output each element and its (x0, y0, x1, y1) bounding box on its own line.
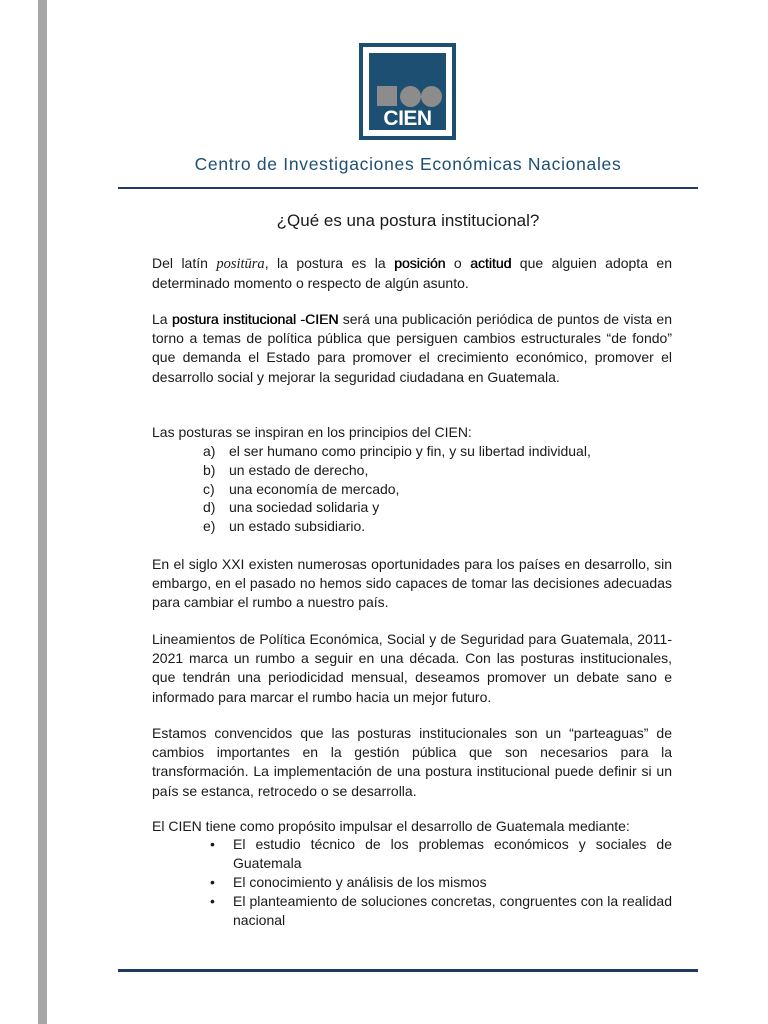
list-marker: a) (203, 443, 216, 459)
body-paragraph: Lineamientos de Política Económica, Social y de Seguridad para Guatemala, 2011-2021 marca un rumbo a seguir en una década. Con las posturas institucionales, que tendrán una periodicidad mensual, deseamos promover un debate sano e informado para marcar el rumbo hacia un mejor futuro. (152, 631, 672, 705)
text-run: La (152, 311, 172, 327)
purpose-list (210, 835, 672, 930)
footer-divider (118, 969, 698, 972)
principles-intro: Las posturas se inspiran en los principios del CIEN: (152, 424, 472, 440)
bullet-icon: • (210, 836, 215, 852)
cien-logo (359, 43, 456, 140)
header-divider (118, 187, 698, 189)
list-item-text: una economía de mercado, (229, 480, 400, 497)
list-item-text: una sociedad solidaria y (229, 499, 380, 516)
list-item-text: El planteamiento de soluciones concretas, congruentes con la realidad nacional (233, 893, 672, 928)
body-paragraph: En el siglo XXI existen numerosas oportunidades para los países en desarrollo, sin embargo, en el pasado no hemos sido capaces de tomar las decisiones adecuadas para cambiar el rumbo a nuestro país. (152, 556, 672, 611)
list-item (203, 498, 591, 517)
text-run: o (445, 255, 471, 271)
keyword: postura institucional -CIEN (171, 311, 339, 327)
principles-list (203, 442, 591, 536)
bullet-icon: • (210, 893, 215, 909)
list-marker: e) (203, 518, 216, 535)
body-paragraph: Estamos convencidos que las posturas institucionales son un “parteaguas” de cambios importantes en la gestión pública que son necesarios para la transformación. La implementación de una postura institucional puede definir si un país se estanca, retrocedo o se desarrolla. (152, 725, 672, 799)
list-item (203, 480, 591, 499)
organization-name: Centro de Investigaciones Económicas Nacionales (194, 154, 622, 174)
purpose-intro: El CIEN tiene como propósito impulsar el desarrollo de Guatemala mediante: (152, 818, 630, 834)
list-item (210, 835, 672, 873)
list-marker: d) (203, 499, 216, 516)
latin-term: positūra (216, 256, 265, 272)
keyword: actitud (470, 255, 512, 271)
list-marker: c) (203, 480, 215, 497)
list-item (203, 461, 591, 480)
definition-paragraph (152, 254, 672, 293)
logo-text: CIEN (383, 107, 432, 130)
list-item-text: el ser humano como principio y fin, y su libertad individual, (229, 443, 591, 459)
bullet-icon: • (210, 874, 215, 890)
list-item (203, 442, 591, 461)
list-item-text: un estado subsidiario. (229, 518, 366, 535)
text-run: Del latín (152, 255, 217, 271)
description-paragraph (152, 310, 672, 387)
list-marker: b) (203, 461, 216, 478)
text-run: que alguien adopta en determinado momento o respecto de algún asunto. (152, 255, 672, 292)
list-item (210, 873, 672, 892)
text-run: , la postura es la (264, 255, 395, 271)
logo-circle-icon (421, 86, 442, 107)
list-item-text: un estado de derecho, (229, 461, 369, 478)
list-item-text: El estudio técnico de los problemas económicos y sociales de Guatemala (233, 836, 672, 871)
list-item (203, 517, 591, 536)
list-item (210, 892, 672, 930)
keyword: posición (394, 255, 446, 271)
logo-mark (369, 53, 446, 130)
list-item-text: El conocimiento y análisis de los mismos (233, 874, 487, 890)
text-run: será una publicación periódica de puntos de vista en torno a temas de política pública que persiguen cambios estructurales “de fondo” que demanda el Estado para promover el crecimiento económico, promover el desarrollo social y mejorar la seguridad ciudadana en Guatemala. (152, 311, 673, 385)
logo-circle-icon (400, 86, 421, 107)
page-edge-bar (38, 0, 47, 1024)
logo-square-icon (377, 86, 397, 106)
document-title: ¿Qué es una postura institucional? (276, 211, 540, 230)
